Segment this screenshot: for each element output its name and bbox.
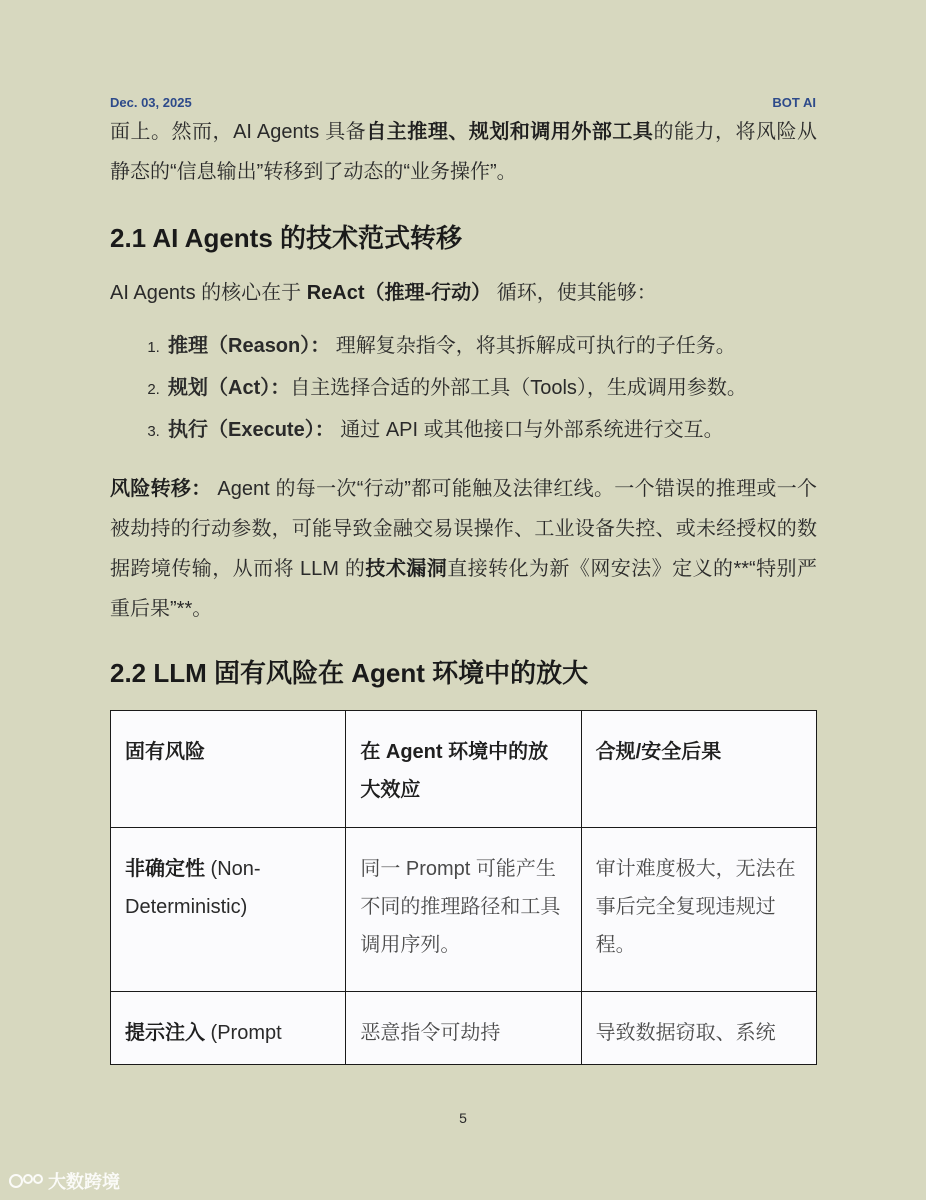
list-item: 2. 规划（Act）：自主选择合适的外部工具（Tools），生成调用参数。 [164,367,817,409]
table-header-row [111,711,817,828]
watermark-text: 大数跨境 [48,1172,120,1192]
risk-table [110,710,817,1065]
header-date: Dec. 03, 2025 [110,95,192,110]
watermark [8,1168,120,1194]
intro-paragraph [110,112,817,192]
risk-bold: 技术漏洞 [365,558,448,580]
table-cell: 同一 Prompt 可能产生不同的推理路径和工具调用序列。 [346,828,581,992]
table-row [111,992,817,1065]
table-cell: 恶意指令可劫持 [346,992,581,1065]
header-brand: BOT AI [772,95,816,110]
table-row [111,828,817,992]
section-heading-2-1: 2.1 AI Agents 的技术范式转移 [110,223,463,253]
page-number: 5 [459,1110,467,1126]
section-heading-2-2: 2.2 LLM 固有风险在 Agent 环境中的放大 [110,658,589,688]
list-item: 1. 推理（Reason）： 理解复杂指令，将其拆解成可执行的子任务。 [164,325,817,367]
table-cell: 提示注入 (Prompt [111,992,346,1065]
table-header-cell: 固有风险 [111,711,346,828]
table-cell: 非确定性 (Non-Deterministic) [111,828,346,992]
page-content [110,112,817,1065]
risk-transfer-paragraph: 风险转移： Agent 的每一次“行动”都可能触及法律红线。一个错误的推理或一个被劫持的行动参数，可能导致金融交易误操作、工业设备失控、或未经授权的数据跨境传输，从而将 LLM 的技术漏洞直接转化为新《网安法》定义的**“特别严重后果”**。 [110,478,818,620]
table-header-cell: 合规/安全后果 [581,711,816,828]
react-steps-list [110,325,817,451]
table-header-cell: 在 Agent 环境中的放大效应 [346,711,581,828]
lead-text: AI Agents 的核心在于 [110,282,307,304]
intro-bold: 自主推理、规划和调用外部工具 [366,121,654,143]
lead-text-end: 循环，使其能够： [491,282,657,304]
watermark-logo-icon [8,1171,44,1191]
list-item: 3. 执行（Execute）： 通过 API 或其他接口与外部系统进行交互。 [164,409,817,451]
table-cell: 导致数据窃取、系统 [581,992,816,1065]
intro-text: 面上。然而，AI Agents 具备 [110,121,367,143]
react-lead [110,273,817,313]
intro-text-end: 的能力，将风险从静态的“信息输出”转移到了动态的“业务操作”。 [110,121,818,183]
table-cell: 审计难度极大，无法在事后完全复现违规过程。 [581,828,816,992]
risk-label: 风险转移： [110,478,212,500]
lead-bold: ReAct（推理-行动） [306,282,492,304]
